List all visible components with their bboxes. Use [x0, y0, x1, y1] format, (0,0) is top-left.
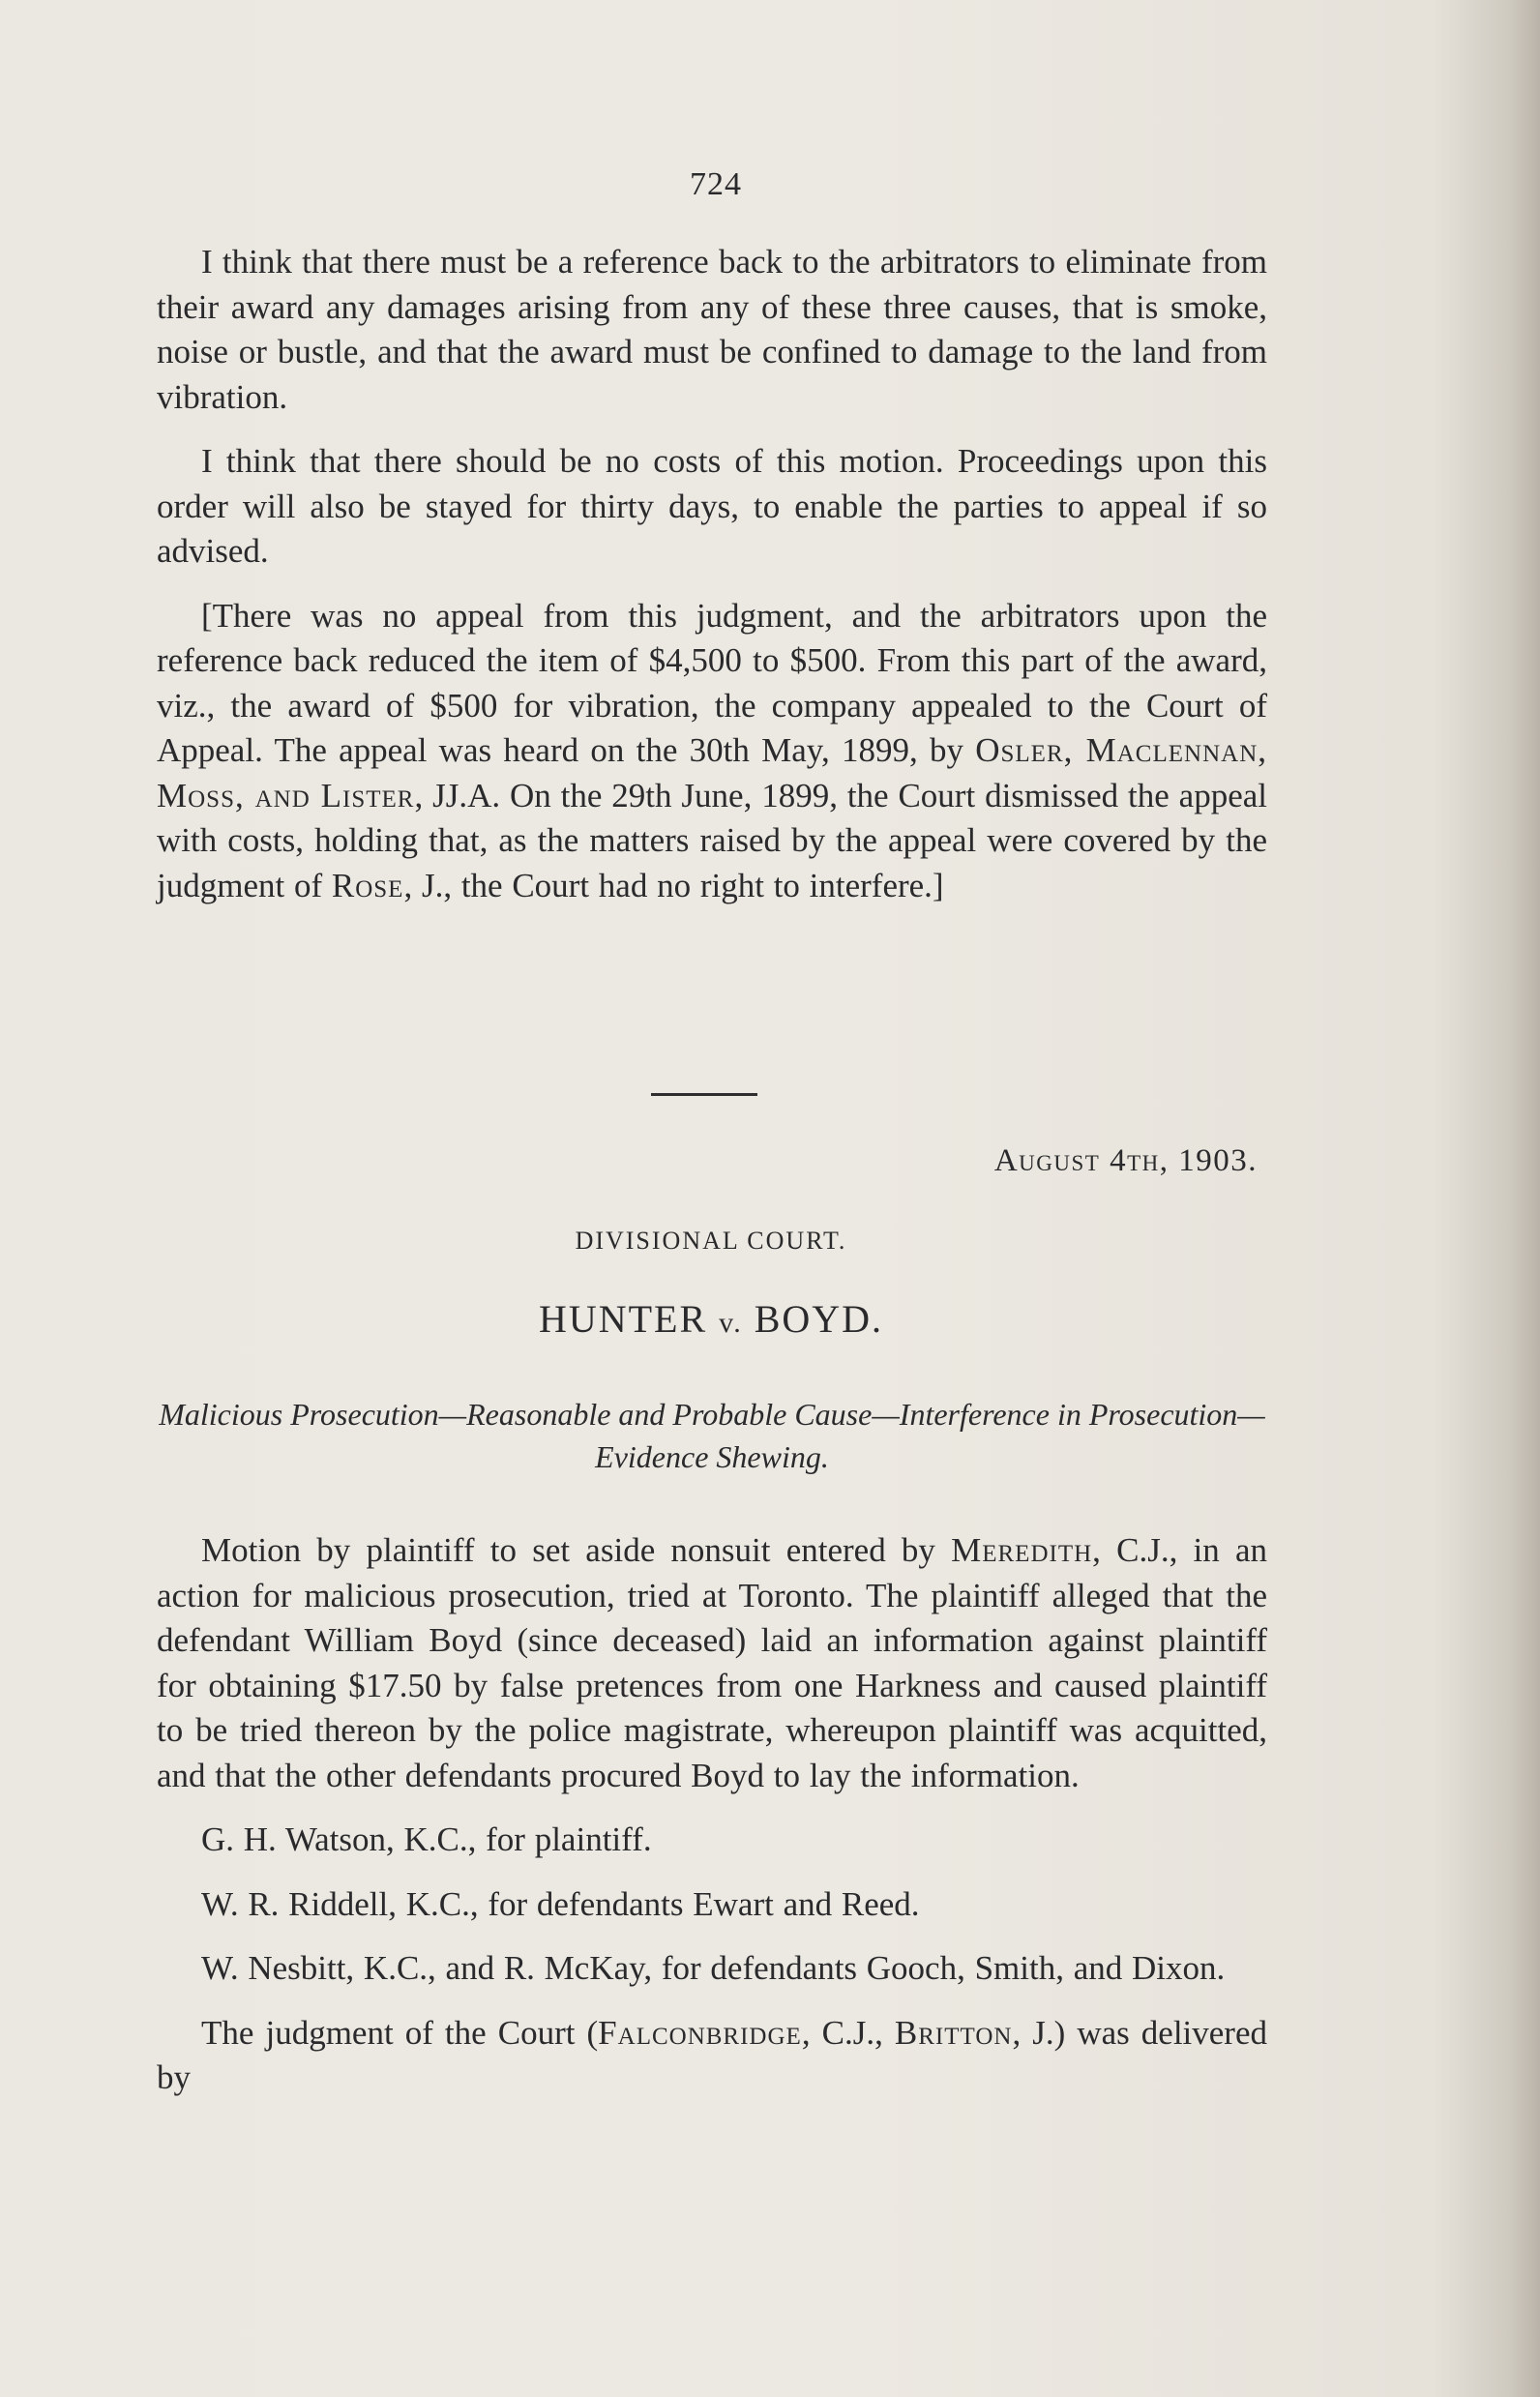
motion-text-1: Motion by plaintiff to set aside nonsuit entered by	[201, 1531, 952, 1569]
section-divider	[651, 1093, 757, 1096]
page-number: 724	[690, 166, 742, 202]
headnote: Malicious Prosecution—Reasonable and Probable Cause—Interference in Prosecution—Evidence Shewing.	[159, 1397, 1265, 1474]
judgment-text-1: The judgment of the Court (	[201, 2013, 599, 2052]
appeal-judges: Osler, Maclennan, Moss, and Lister	[157, 731, 1267, 814]
judge-falconbridge: Falconbridge	[598, 2013, 802, 2052]
counsel-gooch-smith-dixon: W. Nesbitt, K.C., and R. McKay, for defendants Gooch, Smith, and Dixon.	[201, 1949, 1226, 1987]
judge-meredith: Meredith	[951, 1531, 1093, 1569]
case-defendant: BOYD.	[754, 1297, 884, 1341]
paragraph-reference-back: I think that there must be a reference back to the arbitrators to eliminate from their award any damages arising from any of these three causes, that is smoke, noise or bustle, and that the award must be confined to damage to the land from vibration.	[157, 243, 1267, 416]
continued-judgment-text	[157, 240, 1267, 928]
case-report-text	[157, 1528, 1267, 2120]
case-plaintiff: HUNTER	[538, 1297, 708, 1341]
judgment-date: August 4th, 1903.	[993, 1143, 1258, 1178]
court-name: DIVISIONAL COURT.	[575, 1227, 847, 1255]
counsel-plaintiff: G. H. Watson, K.C., for plaintiff.	[201, 1820, 652, 1858]
judge-rose: Rose	[331, 866, 404, 904]
judge-britton: Britton	[894, 2013, 1013, 2052]
judgment-text-2: , C.J.,	[801, 2013, 895, 2052]
paragraph-costs: I think that there should be no costs of this motion. Proceedings upon this order will also be stayed for thirty days, to enable the parties to appeal if so advised.	[157, 442, 1267, 570]
motion-text-2: , C.J., in an action for malicious prosecution, tried at Toronto. The plaintiff alleged that the defendant William Boyd (since deceased) laid an information against plaintiff for obtaining $17.50 by false pretences from one Harkness and caused plaintiff to be tried thereon by the police magistrate, whereupon plaintiff was acquitted, and that the other defendants procured Boyd to lay the information.	[157, 1531, 1267, 1794]
judgment-intro	[157, 2011, 1267, 2101]
appeal-note-text-2: , JJ.A. On the 29th June, 1899, the Court dismissed the appeal with costs, holding that, as the matters raised by the appeal were covered by the judgment of	[157, 776, 1267, 904]
case-versus: v.	[719, 1307, 743, 1339]
case-title	[0, 1296, 1422, 1342]
motion-paragraph	[157, 1528, 1267, 1798]
counsel-ewart-reed: W. R. Riddell, K.C., for defendants Ewart and Reed.	[201, 1884, 920, 1923]
appeal-note-text-3: , J., the Court had no right to interfere.]	[403, 866, 944, 904]
appeal-note	[157, 594, 1267, 909]
judgment-text-3: , J.) was delivered by	[157, 2013, 1268, 2096]
appeal-note-text-1: [There was no appeal from this judgment, and the arbitrators upon the reference back reduced the item of $4,500 to $500. From this part of the award, viz., the award of $500 for vibration, the company appealed to the Court of Appeal. The appeal was heard on the 30th May, 1899, by	[157, 596, 1267, 769]
